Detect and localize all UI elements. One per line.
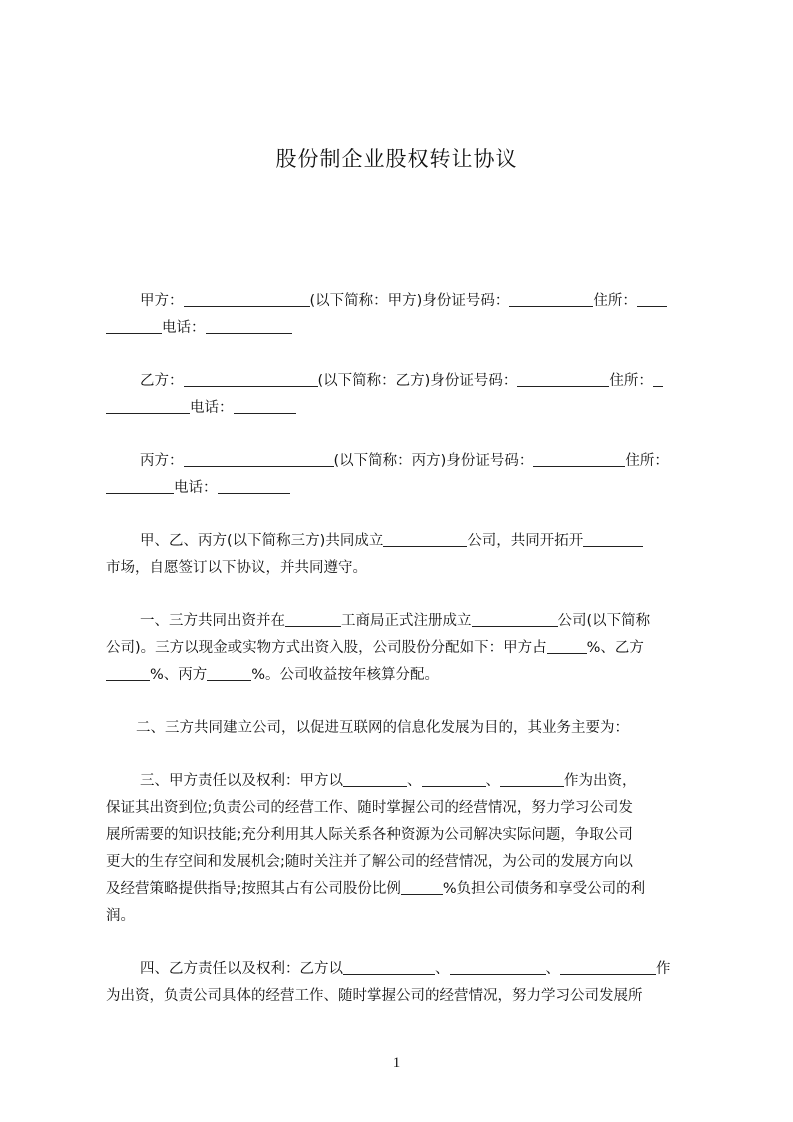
article-3-text-d: 展所需要的知识技能;充分利用其人际关系各种资源为公司解决实际问题，争取公司 xyxy=(106,827,633,843)
article-1-text-a: 一、三方共同出资并在 xyxy=(140,613,285,629)
article-3-sep-1: 、 xyxy=(407,773,422,789)
party-c-share-blank xyxy=(207,666,251,681)
party-a-name-blank xyxy=(184,292,310,307)
article-4-text-b: 作 xyxy=(656,961,671,977)
article-1-text-b: 工商局正式注册成立 xyxy=(341,613,472,629)
article-4-text-c: 为出资，负责公司具体的经营工作、随时掌握公司的经营情况，努力学习公司发展所 xyxy=(106,988,643,1004)
party-b-id-blank xyxy=(517,372,609,387)
party-a-label: 甲方： xyxy=(140,293,184,309)
party-a-line-1 xyxy=(106,291,700,311)
party-c-phone-blank xyxy=(218,479,290,494)
article-4-text-a: 四、乙方责任以及权利：乙方以 xyxy=(140,961,343,977)
article-3-line-1 xyxy=(106,771,700,791)
article-4-line-1 xyxy=(106,959,700,979)
article-1-text-e: %、乙方 xyxy=(586,640,644,656)
article-3-line-6 xyxy=(106,906,700,926)
party-b-name-blank xyxy=(184,372,318,387)
party-b-address-blank xyxy=(653,372,663,387)
article-3-line-4 xyxy=(106,852,700,872)
intro-text-a: 甲、乙、丙方(以下简称三方)共同成立 xyxy=(140,533,384,549)
party-c-line-1 xyxy=(106,451,700,471)
party-b-contribution-blank-3 xyxy=(560,960,656,975)
party-b-contribution-blank-1 xyxy=(343,960,435,975)
article-3-text-h: 润。 xyxy=(106,908,135,924)
party-b-contribution-blank-2 xyxy=(450,960,546,975)
article-3-text-e: 更大的生存空间和发展机会;随时关注并了解公司的经营情况，为公司的发展方向以 xyxy=(106,854,633,870)
party-a-address-blank xyxy=(637,292,667,307)
party-a-phone-blank xyxy=(206,319,292,334)
document-title: 股份制企业股权转让协议 xyxy=(275,147,518,171)
article-1-text-f: %、丙方 xyxy=(150,667,208,683)
page-number: 1 xyxy=(392,1055,401,1071)
intro-line-1 xyxy=(106,531,700,551)
party-b-line-2 xyxy=(106,398,700,418)
party-a-line-2 xyxy=(106,318,700,338)
article-3-sep-2: 、 xyxy=(485,773,500,789)
registered-company-blank xyxy=(472,612,558,627)
party-c-address-label: 住所： xyxy=(625,453,669,469)
party-a-id-label: (以下简称：甲方)身份证号码： xyxy=(309,293,510,309)
article-1-text-g: %。公司收益按年核算分配。 xyxy=(251,667,440,683)
market-blank xyxy=(583,532,643,547)
party-c-phone-label: 电话： xyxy=(174,480,218,496)
party-a-ratio-blank xyxy=(401,880,443,895)
party-c-line-2 xyxy=(106,478,700,498)
party-c-id-label: (以下简称：丙方)身份证号码： xyxy=(333,453,534,469)
party-a-phone-label: 电话： xyxy=(162,320,206,336)
article-3-text-a: 三、甲方责任以及权利：甲方以 xyxy=(140,773,343,789)
party-a-address-blank-cont xyxy=(106,319,162,334)
article-4-sep-2: 、 xyxy=(545,961,560,977)
party-b-id-label: (以下简称：乙方)身份证号码： xyxy=(317,373,518,389)
party-b-share-blank xyxy=(106,666,150,681)
article-2-line-1 xyxy=(106,718,700,738)
party-b-line-1 xyxy=(106,371,700,391)
article-3-text-b: 作为出资， xyxy=(564,773,637,789)
party-a-share-blank xyxy=(547,639,587,654)
party-a-address-label: 住所： xyxy=(593,293,637,309)
party-c-name-blank xyxy=(184,452,334,467)
party-b-label: 乙方： xyxy=(140,373,184,389)
article-2-text: 二、三方共同建立公司，以促进互联网的信息化发展为目的，其业务主要为： xyxy=(136,720,629,736)
company-name-blank xyxy=(383,532,467,547)
article-1-text-d: 公司)。三方以现金或实物方式出资入股，公司股份分配如下：甲方占 xyxy=(106,640,547,656)
party-a-contribution-blank-3 xyxy=(500,772,564,787)
party-b-address-label: 住所： xyxy=(609,373,653,389)
article-4-sep-1: 、 xyxy=(435,961,450,977)
bureau-blank xyxy=(285,612,341,627)
intro-line-2 xyxy=(106,558,700,578)
article-4-line-2 xyxy=(106,986,700,1006)
party-b-address-blank-cont xyxy=(106,399,190,414)
party-b-phone-blank xyxy=(234,399,296,414)
party-c-address-blank xyxy=(106,479,174,494)
article-1-line-2 xyxy=(106,638,700,658)
article-3-line-5 xyxy=(106,879,700,899)
party-c-label: 丙方： xyxy=(140,453,184,469)
party-a-id-blank xyxy=(509,292,593,307)
article-3-line-2 xyxy=(106,798,700,818)
article-3-text-g: %负担公司债务和享受公司的利 xyxy=(442,881,646,897)
party-a-contribution-blank-2 xyxy=(422,772,486,787)
article-3-line-3 xyxy=(106,825,700,845)
article-3-text-f: 及经营策略提供指导;按照其占有公司股份比例 xyxy=(106,881,401,897)
party-a-contribution-blank-1 xyxy=(343,772,407,787)
intro-text-c: 市场，自愿签订以下协议，并共同遵守。 xyxy=(106,560,367,576)
article-3-text-c: 保证其出资到位;负责公司的经营工作、随时掌握公司的经营情况，努力学习公司发 xyxy=(106,800,633,816)
article-1-line-3 xyxy=(106,665,700,685)
party-c-id-blank xyxy=(533,452,625,467)
article-1-line-1 xyxy=(106,611,700,631)
article-1-text-c: 公司(以下简称 xyxy=(557,613,651,629)
party-b-phone-label: 电话： xyxy=(190,400,234,416)
intro-text-b: 公司，共同开拓开 xyxy=(467,533,584,549)
